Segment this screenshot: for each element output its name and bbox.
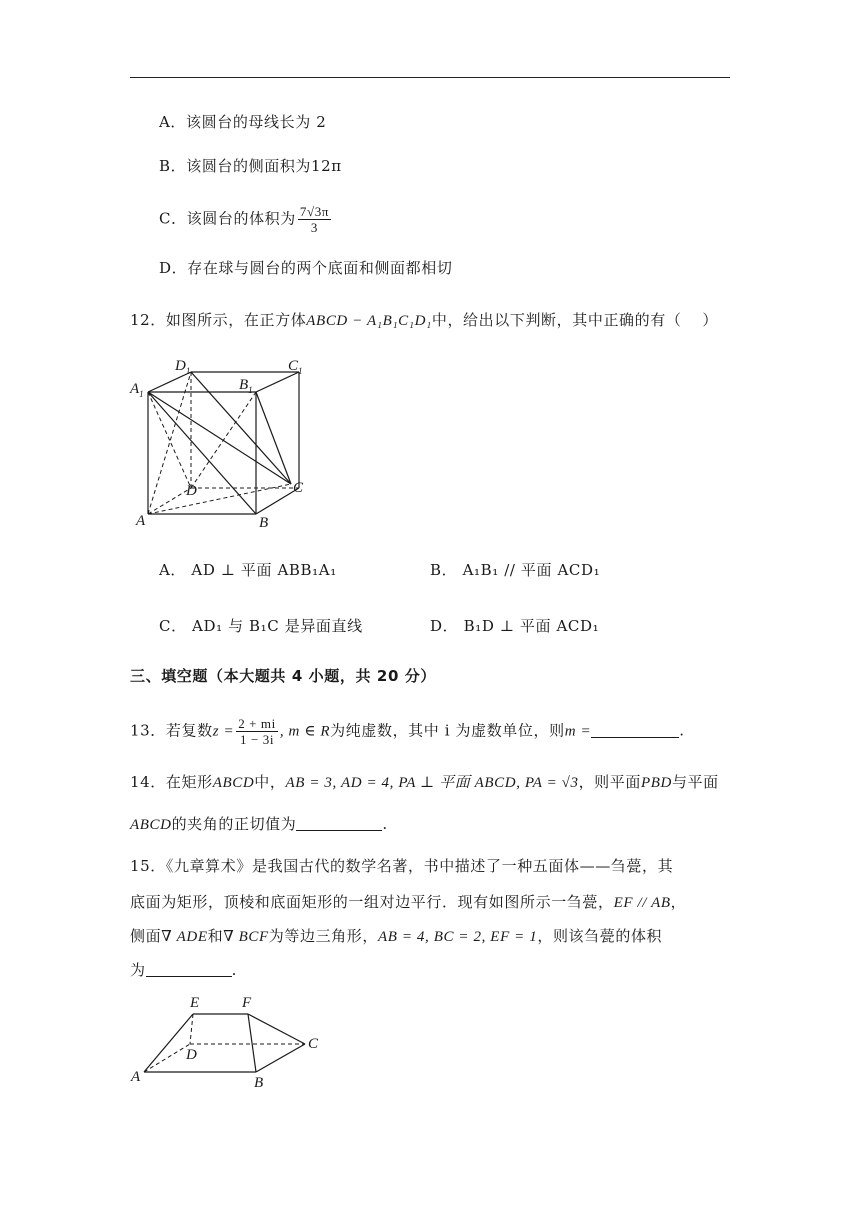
q13-z: z = [212,723,235,740]
q15-text-4: 和 [207,927,224,945]
q15-text-1: 底面为矩形，顶棱和底面矩形的一组对边平行．现有如图所示一刍甍， [130,893,614,911]
solid-label-c: C [308,1036,319,1052]
top-rule [130,77,730,78]
q15-text-3: 侧面 [130,927,162,945]
cube-label-d1: $D_1$ [175,358,191,376]
fraction-numerator: 2 + mi [238,716,276,731]
q13-stem [130,716,685,747]
q15-triangle-bcf: ∇ BCF [223,929,269,945]
q15-line-4 [130,960,237,980]
q14-text-1: 中， [254,773,286,791]
cube-label-a: A [136,513,146,529]
cube-label-c1: $C_1$ [288,358,303,376]
q14-prefix: 14．在矩形 [130,773,213,791]
cube-figure [128,352,318,537]
q14-answer-blank[interactable] [296,816,382,831]
q12-option-a: A． AD ⊥ 平面 ABB₁A₁ [159,561,337,579]
q15-text-2: ， [670,893,687,911]
q11-option-b: B．该圆台的侧面积为12π [159,157,342,175]
q15-triangle-ade: ∇ ADE [161,929,208,945]
q14-abcd-2: ABCD [130,817,172,833]
q12-stem-start: 12．如图所示，在正方体 [130,311,307,329]
solid-label-b: B [254,1075,264,1091]
q13-text: 为纯虚数，其中 i 为虚数单位，则 [330,721,565,740]
solid-label-f: F [242,995,252,1011]
cube-label-b: B [259,515,269,531]
q13-prefix: 13．若复数 [130,721,213,740]
q14-math: AB = 3, AD = 4, PA ⊥ 平面 ABCD, PA = √3 [285,775,579,791]
q12-option-d: D． B₁D ⊥ 平面 ACD₁ [430,617,600,635]
q14-text-2: ，则平面 [578,773,641,791]
q15-line-2 [130,892,686,913]
q12-option-b: B． A₁B₁ // 平面 ACD₁ [430,561,601,579]
q11-option-c-label: C．该圆台的体积为 [159,209,296,228]
q14-text-3: 与平面 [671,773,719,791]
q15-text-6: ，则该刍甍的体积 [537,927,663,945]
q15-line-3 [130,926,662,947]
q14-text-4: 的夹角的正切值为 [171,815,297,833]
cube-label-a1: $A_1$ [130,381,144,399]
q11-option-a: A．该圆台的母线长为 2 [159,113,327,131]
q11-option-d: D．存在球与圆台的两个底面和侧面都相切 [159,259,453,277]
q15-lengths: AB = 4, BC = 2, EF = 1 [377,929,538,945]
q13-fraction [236,716,278,747]
cube-label-d: D [186,483,197,499]
fraction-denominator: 3 [310,220,318,235]
fraction-numerator: 7√3π [299,204,329,219]
q15-end: . [231,961,237,979]
q14-end: . [382,815,388,833]
q14-line-2 [130,814,388,835]
q12-option-c: C． AD₁ 与 B₁C 是异面直线 [159,617,363,635]
q12-stem-math: ABCD − A₁B₁C₁D₁ [306,313,432,329]
q15-text-7: 为 [130,961,146,979]
q11-option-c-fraction [298,204,331,235]
q12-stem [130,310,718,331]
q13-answer-blank[interactable] [591,723,679,738]
q13-m: m = [564,723,592,740]
fraction-denominator: 1 − 3i [240,732,275,747]
q14-abcd: ABCD [212,775,255,791]
q15-text-5: 为等边三角形， [268,927,378,945]
solid-label-e: E [190,995,200,1011]
solid-label-a: A [131,1069,141,1085]
solid-label-d: D [186,1047,197,1063]
q14-line-1 [130,772,719,793]
q14-pbd: PBD [640,775,672,791]
chumeng-figure [128,992,328,1092]
q11-option-c [159,204,333,235]
q15-answer-blank[interactable] [146,962,232,977]
q13-end: . [679,721,685,740]
q15-ef-ab: EF // AB [613,895,671,911]
q13-condition: , m ∈ R [279,723,331,740]
cube-label-c: C [293,480,304,496]
q15-line-1: 15．《九章算术》是我国古代的数学名著，书中描述了一种五面体——刍甍，其 [130,857,674,875]
section-3-title: 三、填空题（本大题共 4 小题，共 20 分） [130,667,437,685]
cube-label-b1: $B_1$ [239,377,253,395]
q12-stem-end: 中，给出以下判断，其中正确的有（ ） [431,311,719,329]
